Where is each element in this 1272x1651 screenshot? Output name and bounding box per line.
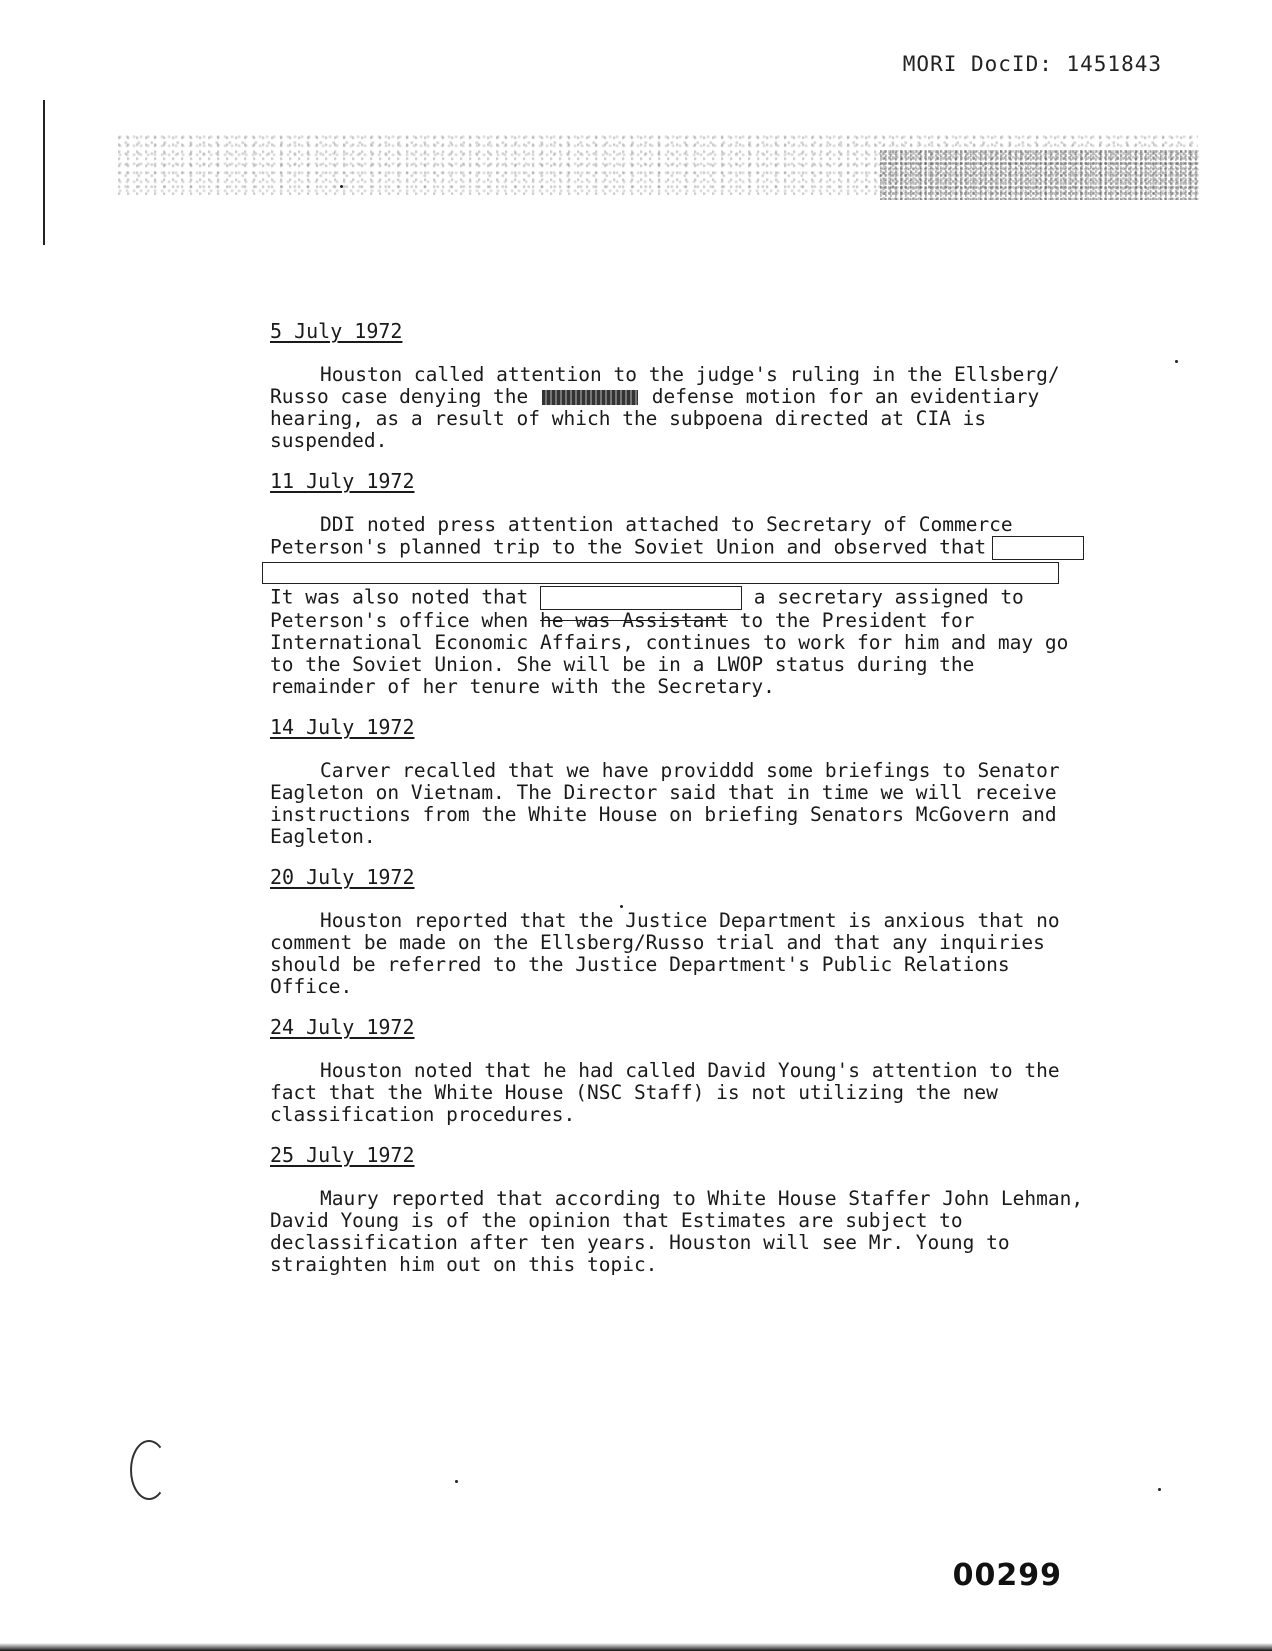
margin-rule — [43, 100, 45, 245]
entry-5-july — [270, 320, 1090, 452]
scan-speck — [620, 905, 623, 908]
entry-text: Houston called attention to the judge's ruling in the Ellsberg/ Russo case denying the defense motion for an evidentiary hearing, as a result of which the subpoena directed at CIA is suspended. — [270, 363, 1060, 452]
scan-bottom-edge — [0, 1643, 1272, 1651]
entry-date: 25 July 1972 — [270, 1143, 415, 1167]
redaction-box-line — [262, 562, 1059, 584]
struck-text: he was Assistant — [540, 609, 728, 632]
margin-bracket-mark — [130, 1440, 168, 1500]
doc-id: MORI DocID: 1451843 — [902, 52, 1162, 76]
entry-date: 24 July 1972 — [270, 1015, 415, 1039]
entry-text: Maury reported that according to White House Staffer John Lehman, David Young is of the opinion that Estimates are subject to declassification after ten years. Houston will see Mr. Young to straighten him out on this topic. — [270, 1187, 1084, 1276]
entry-text: Carver recalled that we have providdd some briefings to Senator Eagleton on Vietnam. The Director said that in time we will receive instructions from the White House on briefing Senators McGovern and Eagleton. — [270, 759, 1060, 848]
entry-text: Houston reported that the Justice Department is anxious that no comment be made on the Ellsberg/Russo trial and that any inquiries should be referred to the Justice Department's Public Relations Office. — [270, 909, 1060, 998]
scan-speck — [455, 1480, 458, 1483]
redaction-box — [992, 536, 1084, 560]
entry-date: 14 July 1972 — [270, 715, 415, 739]
scan-speck — [1158, 1488, 1161, 1491]
entry-text: Houston noted that he had called David Young's attention to the fact that the White House (NSC Staff) is not utilizing the new classification procedures. — [270, 1059, 1060, 1126]
document-body — [270, 320, 1090, 1294]
entry-20-july — [270, 866, 1090, 998]
page-number: 00299 — [952, 1558, 1062, 1593]
entry-25-july — [270, 1144, 1090, 1276]
entry-date: 11 July 1972 — [270, 469, 415, 493]
entry-date: 5 July 1972 — [270, 319, 403, 343]
entry-11-july — [270, 470, 1090, 698]
redaction-mark — [542, 390, 638, 405]
redaction-box — [540, 586, 742, 610]
redacted-header-noise-dense — [880, 150, 1200, 200]
scan-speck — [1175, 360, 1178, 363]
scan-speck — [340, 185, 343, 188]
entry-date: 20 July 1972 — [270, 865, 415, 889]
entry-24-july — [270, 1016, 1090, 1126]
entry-text: DDI noted press attention attached to Secretary of Commerce Peterson's planned trip to the Soviet Union and observed that It was also noted that a secretary assigned to Peterson's office when he was Assistant to the President for International Economic Affairs, continues to work for him and may go to the Soviet Union. She will be in a LWOP status during the remainder of her tenure with the Secretary. — [270, 514, 1090, 698]
entry-14-july — [270, 716, 1090, 848]
